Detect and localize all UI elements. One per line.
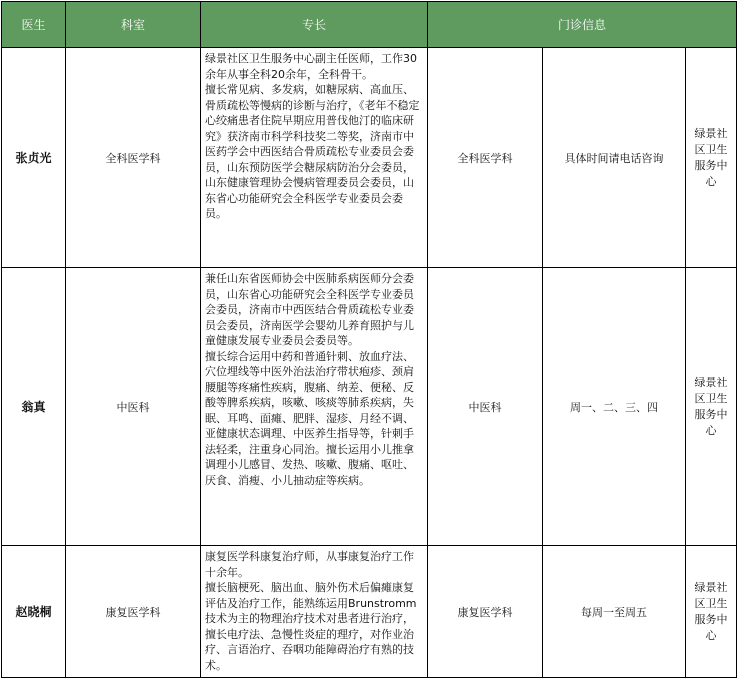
table-row (2, 268, 737, 546)
specialty-paragraph: 擅长脑梗死、脑出血、脑外伤术后偏瘫康复评估及治疗工作，能熟练运用Brunstromm技术为主的物理治疗技术对患者进行治疗，擅长电疗法、急慢性炎症的理疗，对作业治疗、言语治疗、吞咽功能障碍治疗有熟的技术。 (205, 581, 417, 672)
clinic-location: 绿景社区卫生服务中心 (686, 546, 737, 678)
clinic-location: 绿景社区卫生服务中心 (686, 48, 737, 268)
department: 中医科 (66, 268, 201, 546)
clinic-location: 绿景社区卫生服务中心 (686, 268, 737, 546)
specialty-text (201, 546, 428, 678)
specialty-paragraph: 擅长综合运用中药和普通针刺、放血疗法、穴位埋线等中医外治法治疗带状疱疹、颈肩腰腿等疼痛性疾病，腹痛、纳差、便秘、反酸等脾系疾病，咳嗽、咳痰等肺系疾病，失眠、耳鸣、面瘫、肥胖、湿疹、月经不调、亚健康状态调理、中医养生指导等，针刺手法轻柔，注重身心同治。擅长运用小儿推拿调理小儿感冒、发热、咳嗽、腹痛、呕吐、厌食、消瘦、小儿抽动症等疾病。 (205, 349, 414, 487)
table-row (2, 48, 737, 268)
header-doctor: 医生 (2, 2, 66, 48)
clinic-department: 全科医学科 (428, 48, 543, 268)
department: 康复医学科 (66, 546, 201, 678)
clinic-schedule: 具体时间请电话咨询 (543, 48, 686, 268)
header-clinic-info: 门诊信息 (428, 2, 737, 48)
doctor-table (1, 1, 737, 678)
specialty-paragraph: 绿景社区卫生服务中心副主任医师，工作30余年从事全科20余年，全科骨干。 (205, 52, 417, 81)
table-row (2, 546, 737, 678)
specialty-paragraph: 兼任山东省医师协会中医肺系病医师分会委员，山东省心功能研究会全科医学专业委员会委员，济南市中西医结合骨质疏松专业委员会委员，济南医学会婴幼儿养育照护与儿童健康发展专业委员会委员等。 (205, 272, 414, 347)
clinic-department: 康复医学科 (428, 546, 543, 678)
header-department: 科室 (66, 2, 201, 48)
department: 全科医学科 (66, 48, 201, 268)
doctor-name: 赵晓桐 (2, 546, 66, 678)
doctor-name: 张贞光 (2, 48, 66, 268)
table-header-row (2, 2, 737, 48)
doctor-name: 翁真 (2, 268, 66, 546)
specialty-text (201, 48, 428, 268)
specialty-paragraph: 康复医学科康复治疗师，从事康复治疗工作十余年。 (205, 550, 414, 579)
specialty-paragraph: 擅长常见病、多发病，如糖尿病、高血压、骨质疏松等慢病的诊断与治疗，《老年不稳定心绞痛患者住院早期应用普伐他汀的临床研究》获济南市科学科技奖二等奖，济南市中医药学会中西医结合骨质疏松专业委员会委员，山东预防医学会糖尿病防治分会委员，山东健康管理协会慢病管理委员会委员，山东省心功能研究会全科医学专业委员会委员。 (205, 83, 420, 220)
clinic-department: 中医科 (428, 268, 543, 546)
clinic-schedule: 每周一至周五 (543, 546, 686, 678)
clinic-schedule: 周一、二、三、四 (543, 268, 686, 546)
specialty-text (201, 268, 428, 546)
header-specialty: 专长 (201, 2, 428, 48)
